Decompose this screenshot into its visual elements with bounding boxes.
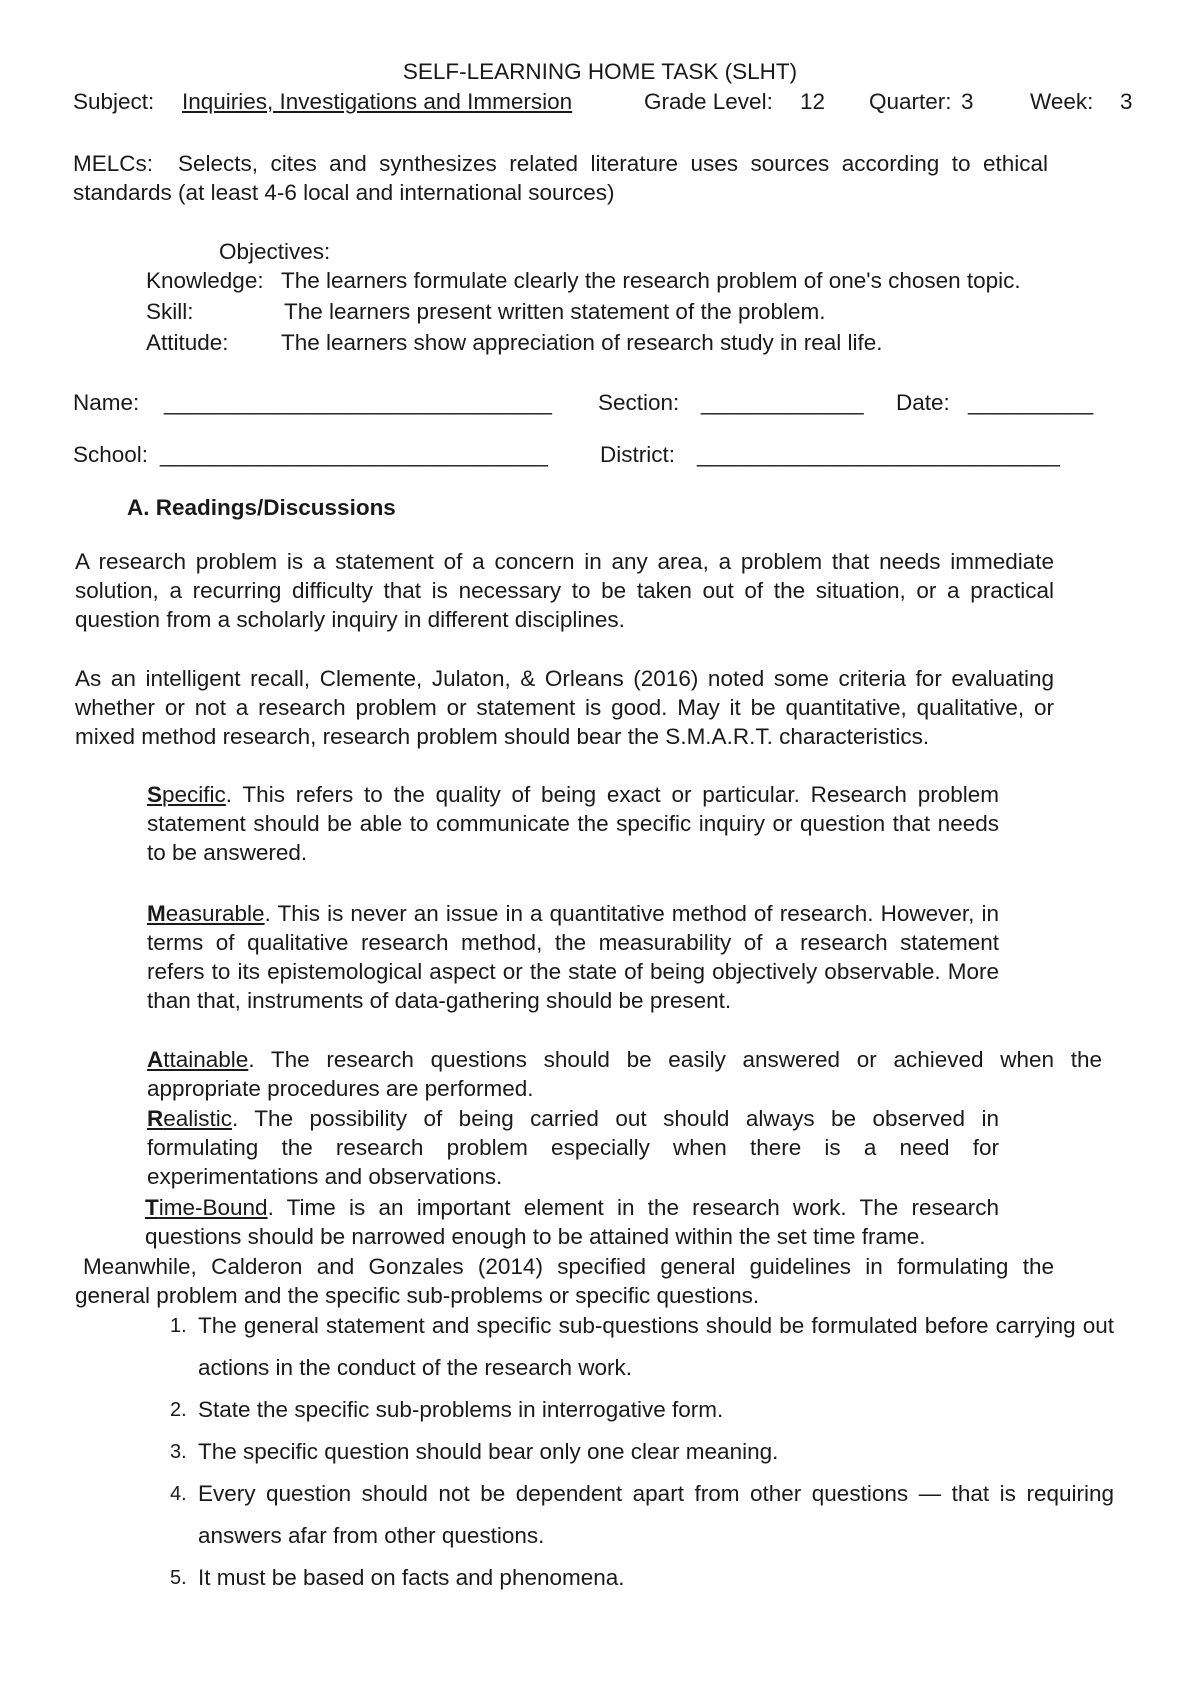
- name-field[interactable]: _______________________________: [164, 390, 552, 415]
- guidelines-list: [166, 1305, 1114, 1599]
- paragraph-guidelines-intro: Meanwhile, Calderon and Gonzales (2014) specified general guidelines in formulating the general problem and the specific sub-problems or specific questions.: [75, 1254, 1054, 1308]
- document-title: SELF-LEARNING HOME TASK (SLHT): [402, 59, 798, 84]
- smart-keyword: Attainable: [147, 1047, 249, 1072]
- objective-skill-label: Skill:: [146, 299, 194, 324]
- objective-knowledge-label: Knowledge:: [146, 268, 264, 293]
- melcs-text: Selects, cites and synthesizes related literature uses sources according to ethical standards (at least 4-6 local and international sources): [73, 151, 1048, 205]
- week-value: 3: [1120, 89, 1133, 114]
- district-label: District:: [600, 442, 675, 467]
- smart-item-realistic: Realistic. The possibility of being carried out should always be observed in formulating the research problem especially when there is a need for experimentations and observations.: [147, 1106, 999, 1189]
- quarter-label: Quarter:: [869, 89, 952, 114]
- date-label: Date:: [896, 390, 950, 415]
- grade-level-label: Grade Level:: [644, 89, 773, 114]
- section-label: Section:: [598, 390, 680, 415]
- smart-item-specific: Specific. This refers to the quality of being exact or particular. Research problem statement should be able to communicate the specific inquiry or question that needs to be answered.: [147, 782, 999, 865]
- name-label: Name:: [73, 390, 140, 415]
- list-item: 1. The general statement and specific sub-questions should be formulated before carrying out actions in the conduct of the research work.: [170, 1313, 1114, 1380]
- subject-label: Subject:: [73, 89, 155, 114]
- objective-skill-text: The learners present written statement of the problem.: [284, 299, 826, 324]
- district-field[interactable]: _____________________________: [697, 442, 1060, 467]
- smart-item-attainable: Attainable. The research questions should be easily answered or achieved when the appropriate procedures are performed.: [147, 1047, 1102, 1101]
- smart-keyword: Specific: [147, 782, 226, 807]
- subject-value: Inquiries, Investigations and Immersion: [182, 89, 573, 114]
- list-item: 3. The specific question should bear only one clear meaning.: [170, 1439, 779, 1464]
- objective-knowledge-text: The learners formulate clearly the research problem of one's chosen topic.: [281, 268, 1021, 293]
- week-label: Week:: [1030, 89, 1094, 114]
- smart-item-time-bound: Time-Bound. Time is an important element in the research work. The research questions should be narrowed enough to be attained within the set time frame.: [145, 1195, 999, 1249]
- school-label: School:: [73, 442, 149, 467]
- melcs-label: MELCs:: [73, 151, 154, 176]
- paragraph-definition: A research problem is a statement of a concern in any area, a problem that needs immediate solution, a recurring difficulty that is necessary to be taken out of the situation, or a practical question from a scholarly inquiry in different disciplines.: [75, 549, 1054, 632]
- smart-keyword: Time-Bound: [145, 1195, 268, 1220]
- smart-keyword: Measurable: [147, 901, 265, 926]
- date-field[interactable]: __________: [968, 390, 1094, 415]
- section-heading: A. Readings/Discussions: [127, 495, 396, 520]
- smart-item-measurable: Measurable. This is never an issue in a quantitative method of research. However, in terms of qualitative research method, the measurability of a research statement refers to its epistemological aspect or the state of being objectively observable. More than that, instruments of data-gathering should be present.: [147, 901, 999, 1013]
- objectives-heading: Objectives:: [219, 239, 331, 264]
- grade-level-value: 12: [800, 89, 826, 114]
- list-item: 2. State the specific sub-problems in interrogative form.: [170, 1397, 724, 1422]
- smart-keyword: Realistic: [147, 1106, 233, 1131]
- objective-attitude-label: Attitude:: [146, 330, 229, 355]
- objective-attitude-text: The learners show appreciation of research study in real life.: [281, 330, 883, 355]
- quarter-value: 3: [961, 89, 974, 114]
- section-field[interactable]: _____________: [701, 390, 864, 415]
- school-field[interactable]: _______________________________: [160, 442, 548, 467]
- list-item: 5. It must be based on facts and phenomena.: [170, 1565, 625, 1590]
- melcs-paragraph: [73, 149, 1048, 207]
- paragraph-smart-intro: As an intelligent recall, Clemente, Julaton, & Orleans (2016) noted some criteria for evaluating whether or not a research problem or statement is good. May it be quantitative, qualitative, or mixed method research, research problem should bear the S.M.A.R.T. characteristics.: [75, 666, 1054, 749]
- list-item: 4. Every question should not be dependent apart from other questions — that is requiring answers afar from other questions.: [170, 1481, 1114, 1548]
